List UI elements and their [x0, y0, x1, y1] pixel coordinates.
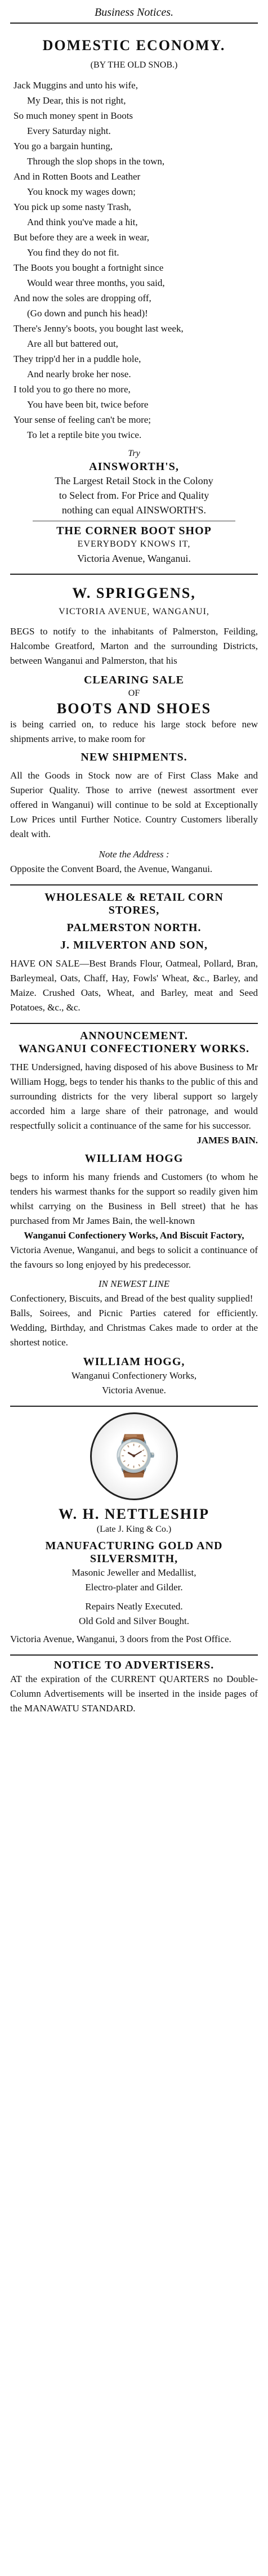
notice-ad: [10, 1659, 258, 1716]
poem-line: Jack Muggins and unto his wife,: [14, 80, 138, 91]
merchant-address: VICTORIA AVENUE, WANGANUI,: [59, 607, 209, 616]
poem-line: And now the soles are dropping off,: [14, 293, 151, 303]
poem-line: Every Saturday night.: [27, 126, 111, 136]
note-label: Note the Address :: [99, 849, 169, 860]
notice-title: NOTICE TO ADVERTISERS.: [53, 1659, 215, 1671]
body-text: All the Goods in Stock now are of First Class Make and Superior Quality. Those to arrive (newest assortment ever offered in Wanganui) will continue to be sold at Exceptionally Low Prices until Further Notice. Country Customers liberally dealt with.: [10, 770, 258, 839]
trade-desc: Electro-plater and Gilder.: [85, 1582, 183, 1593]
product-heading: BOOTS AND SHOES: [56, 700, 212, 717]
ad-subtitle: (BY THE OLD SNOB.): [90, 60, 178, 70]
shop-address: Victoria Avenue, Wanganui.: [77, 553, 191, 564]
try-label: Try: [128, 449, 140, 458]
body-text: begs to inform his many friends and Customers (to whom he tenders his warmest thanks for the support so readily given him whilst carrying on the Business in Bell street) that he has purchased from Mr James Bain, the well-known: [10, 1171, 258, 1226]
poem-line: You go a bargain hunting,: [14, 141, 113, 151]
nettleship-ad: [10, 1412, 258, 1647]
merchant-name: J. MILVERTON AND SON,: [60, 939, 208, 951]
watch-icon: ⌚: [90, 1412, 178, 1500]
section-label: IN NEWEST LINE: [98, 1278, 170, 1289]
poem-line: You have been bit, twice before: [27, 399, 149, 410]
domestic-economy-ad: [10, 37, 258, 566]
ainsworth-line: The Largest Retail Stock in the Colony: [55, 475, 213, 486]
poem-line: You pick up some nasty Trash,: [14, 202, 131, 212]
body-text: HAVE ON SALE—Best Brands Flour, Oatmeal, Pollard, Bran, Barleymeal, Oats, Chaff, Hay, Fowls' Wheat, &c., Barley, and Maize. Crushed Oats, Wheat, and Barley, meat and Seed Potatoes, &c., &c.: [10, 958, 258, 1013]
repairs-text: Repairs Neatly Executed.: [85, 1601, 183, 1612]
poem-line: And think you've made a hit,: [27, 217, 138, 227]
of-label: OF: [128, 688, 140, 698]
poem-line: And nearly broke her nose.: [27, 369, 131, 379]
old-gold-text: Old Gold and Silver Bought.: [79, 1616, 189, 1626]
shipments-heading: NEW SHIPMENTS.: [81, 751, 187, 763]
works-title: WANGANUI CONFECTIONERY WORKS.: [18, 1043, 249, 1055]
address-text: Victoria Avenue, Wanganui, 3 doors from the Post Office.: [10, 1634, 231, 1644]
divider: [10, 574, 258, 575]
poem-line: You find they do not fit.: [27, 247, 119, 258]
trade-title: SILVERSMITH,: [90, 1553, 178, 1565]
body-text: is being carried on, to reduce his large stock before new shipments arrive, to make room for: [10, 719, 258, 744]
signature-name: WILLIAM HOGG,: [83, 1356, 185, 1368]
poem-line: The Boots you bought a fortnight since: [14, 262, 164, 273]
poem-line: You knock my wages down;: [27, 186, 136, 197]
poem-line: To let a reptile bite you twice.: [27, 430, 142, 440]
merchant-sub: (Late J. King & Co.): [96, 1524, 172, 1534]
merchant-name: W. H. NETTLESHIP: [58, 1506, 209, 1522]
poem-line: There's Jenny's boots, you bought last week,: [14, 323, 184, 334]
poem-line: Would wear three months, you said,: [27, 278, 165, 288]
hogg-ad: [10, 1030, 258, 1398]
works-name: Wanganui Confectionery Works, And Biscuit Factory,: [24, 1230, 244, 1241]
trade-title: MANUFACTURING GOLD AND: [45, 1540, 223, 1552]
store-place: PALMERSTON NORTH.: [66, 922, 202, 934]
poem-line: Are all but battered out,: [27, 338, 118, 349]
notice-body: AT the expiration of the CURRENT QUARTERS no Double-Column Advertisements will be inserted in the inside pages of the MANAWATU STANDARD.: [10, 1674, 258, 1714]
signature: JAMES BAIN.: [196, 1135, 258, 1146]
ainsworth-name: AINSWORTH'S,: [89, 460, 179, 473]
poem-line: So much money spent in Boots: [14, 110, 133, 121]
ad-title: DOMESTIC ECONOMY.: [42, 37, 226, 53]
body-text: Confectionery, Biscuits, and Bread of the best quality supplied!: [10, 1293, 253, 1304]
divider: [10, 1023, 258, 1024]
shop-tagline: EVERYBODY KNOWS IT,: [77, 539, 191, 549]
body-text: THE Undersigned, having disposed of his above Business to Mr William Hogg, begs to tender his thanks to the public of this and surrounding districts for the very liberal support so largely accorded him a large share of their patronage, and would respectfully solicit a continuance of the same for his successor.: [10, 1062, 258, 1131]
body-text: Balls, Soirees, and Picnic Parties catered for efficiently. Wedding, Birthday, and Christmas Cakes made to order at the shortest notice.: [10, 1308, 258, 1348]
merchant-name: W. SPRIGGENS,: [72, 585, 196, 601]
poem-line: Through the slop shops in the town,: [27, 156, 165, 167]
milverton-ad: [10, 891, 258, 1015]
divider: [10, 1654, 258, 1656]
poem-line: I told you to go there no more,: [14, 384, 131, 395]
poem-line: But before they are a week in wear,: [14, 232, 149, 243]
body-text: BEGS to notify to the inhabitants of Palmerston, Feilding, Halcombe Greatford, Marton and the surrounding Districts, between Wanganui and Palmerston, that his: [10, 626, 258, 666]
store-title: WHOLESALE & RETAIL CORN: [44, 891, 224, 904]
poem-line: Your sense of feeling can't be more;: [14, 414, 151, 425]
announcement-heading: ANNOUNCEMENT.: [79, 1030, 189, 1042]
shop-name: THE CORNER BOOT SHOP: [56, 525, 212, 537]
section-header: Business Notices.: [95, 6, 173, 19]
store-subtitle: STORES,: [108, 904, 160, 916]
ainsworth-line: nothing can equal AINSWORTH'S.: [61, 504, 207, 516]
divider: [10, 1406, 258, 1407]
ainsworth-line: to Select from. For Price and Quality: [59, 490, 209, 501]
trade-desc: Masonic Jeweller and Medallist,: [72, 1567, 196, 1578]
poem-line: (Go down and punch his head)!: [27, 308, 148, 319]
poem: [10, 78, 258, 442]
poem-line: My Dear, this is not right,: [27, 95, 126, 106]
body-text: Victoria Avenue, Wanganui, and begs to solicit a continuance of the favours so long enjoyed by his predecessor.: [10, 1245, 258, 1270]
divider: [10, 884, 258, 886]
signature-line: Wanganui Confectionery Works,: [71, 1370, 197, 1381]
sale-heading: CLEARING SALE: [83, 674, 185, 686]
merchant-name: WILLIAM HOGG: [84, 1152, 184, 1165]
poem-line: They tripp'd her in a puddle hole,: [14, 354, 141, 364]
address-text: Opposite the Convent Board, the Avenue, Wanganui.: [10, 864, 213, 874]
signature-line: Victoria Avenue.: [102, 1385, 166, 1396]
poem-line: And in Rotten Boots and Leather: [14, 171, 141, 182]
spriggens-ad: [10, 585, 258, 876]
divider: [10, 23, 258, 24]
